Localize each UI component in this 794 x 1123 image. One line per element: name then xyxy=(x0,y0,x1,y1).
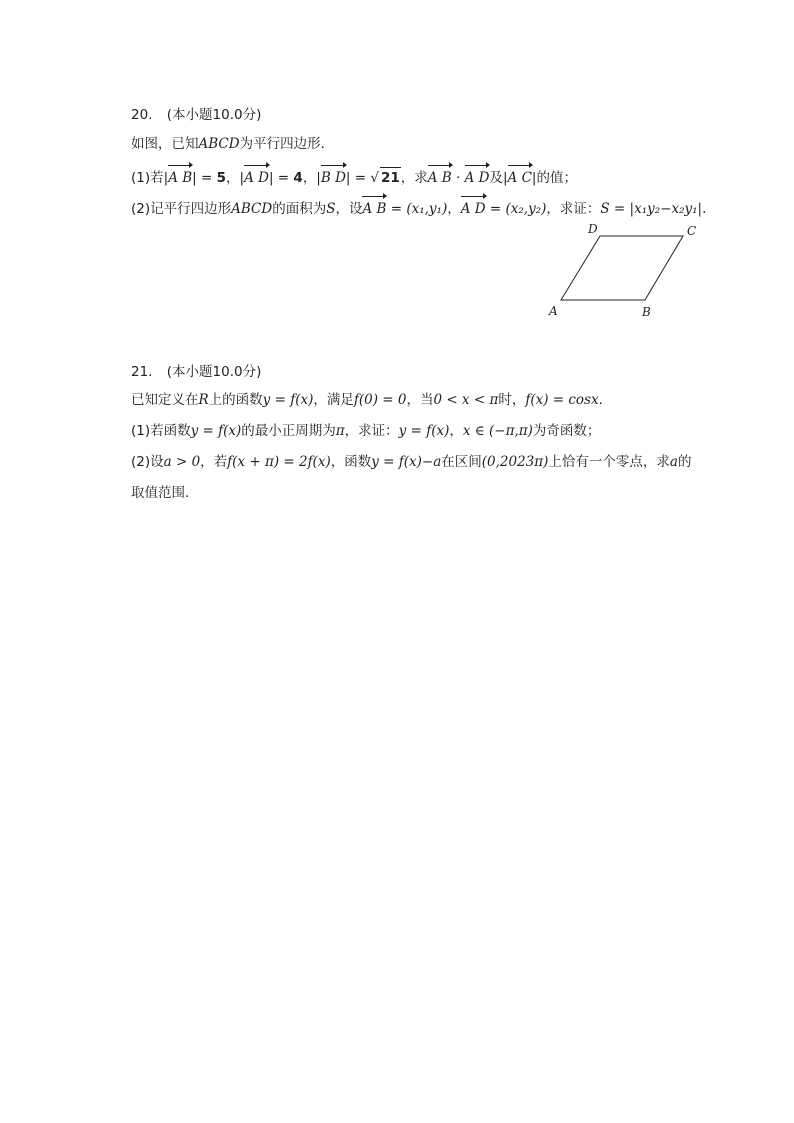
question-21-intro: 已知定义在R上的函数y = f(x)，满足f(0) = 0，当0 < x < π时，f(x) = cosx. xyxy=(131,392,603,408)
question-20-part-1: (1)若|A B| = 5，|A D| = 4，|B D| = √ 21，求A B · A D及|A C|的值； xyxy=(131,165,577,188)
score-tag: (本小题10.0分) xyxy=(166,364,262,380)
question-number: 21. xyxy=(131,364,153,380)
vertex-label-d: D xyxy=(588,222,598,236)
question-20-part-2: (2)记平行四边形ABCD的面积为S，设A B = (x₁,y₁)，A D = (x₂,y₂)，求证：S = |x₁y₂−x₂y₁|. xyxy=(131,196,706,219)
question-20-intro: 如图，已知ABCD为平行四边形． xyxy=(131,136,335,152)
question-21-part-2: (2)设a > 0，若f(x + π) = 2f(x)，函数y = f(x)−a在区间(0,2023π)上恰有一个零点，求a的 xyxy=(131,454,692,470)
vector-bd: B D xyxy=(321,165,346,188)
vertex-label-a: A xyxy=(549,304,558,318)
question-21-part-2-cont: 取值范围． xyxy=(131,485,199,501)
parallelogram-shape xyxy=(561,236,683,300)
question-21-part-1: (1)若函数y = f(x)的最小正周期为π，求证：y = f(x)，x ∈ (−π,π)为奇函数； xyxy=(131,423,601,439)
vertex-label-b: B xyxy=(642,305,651,319)
vector-ad: A D xyxy=(244,165,269,188)
vector-ab: A B xyxy=(168,165,192,188)
vector-ac: A C xyxy=(508,165,532,188)
parallelogram-figure xyxy=(540,218,710,323)
question-20-header xyxy=(131,103,261,123)
question-21-header xyxy=(131,360,261,380)
vertex-label-c: C xyxy=(687,224,697,238)
question-number: 20. xyxy=(131,107,153,123)
score-tag: (本小题10.0分) xyxy=(166,107,262,123)
